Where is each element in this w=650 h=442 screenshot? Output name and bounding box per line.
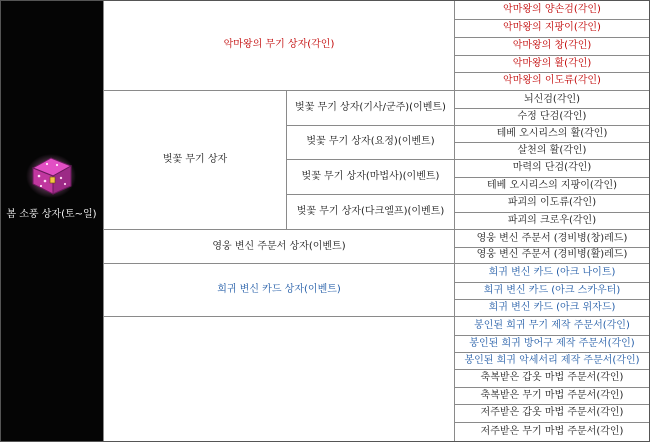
item-thebes-osiris-bow: 테베 오시리스의 활(각인): [496, 127, 608, 139]
item-demon-king-bow: 악마왕의 활(각인): [512, 57, 592, 69]
grid-line: [454, 72, 650, 73]
grid-line: [454, 299, 650, 300]
item-crystal-dagger: 수정 단검(각인): [517, 110, 587, 122]
group-label-rare-transform-card-box: 희귀 변신 카드 상자(이벤트): [217, 284, 341, 295]
grid-line: [454, 108, 650, 109]
subgroup-label-elf: 벚꽃 무기 상자(요정)(이벤트): [306, 136, 435, 147]
grid-line: [454, 177, 650, 178]
pink-treasure-chest-icon: [25, 150, 77, 198]
grid-line: [103, 263, 650, 264]
grid-line: [454, 142, 650, 143]
item-magic-dagger: 마력의 단검(각인): [512, 162, 592, 173]
grid-line: [454, 352, 650, 353]
item-salcheon-bow: 살천의 활(각인): [517, 144, 587, 156]
item-blessed-weapon-scroll: 축복받은 무기 마법 주문서(각인): [480, 389, 624, 401]
box-name: 봄 소풍 상자(토~일): [0, 208, 103, 222]
item-sealed-rare-weapon-craft-scroll: 봉인된 희귀 무기 제작 주문서(각인): [474, 320, 630, 331]
subgroup-label-wizard: 벚꽃 무기 상자(마법사)(이벤트): [301, 170, 440, 182]
grid-line: [103, 0, 104, 442]
item-thebes-osiris-staff: 테베 오시리스의 지팡이(각인): [486, 179, 618, 191]
grid-line: [454, 0, 455, 442]
grid-line: [454, 369, 650, 370]
item-destruction-dual-blades: 파괴의 이도류(각인): [507, 197, 597, 208]
grid-line: [454, 247, 650, 248]
grid-line: [103, 316, 650, 317]
item-demon-king-staff: 악마왕의 지팡이(각인): [503, 22, 601, 33]
group-label-cherry-blossom-weapon-box: 벚꽃 무기 상자: [162, 154, 228, 165]
item-card-arc-scouter: 희귀 변신 카드 (아크 스카우터): [483, 284, 621, 296]
grid-line: [454, 335, 650, 336]
item-card-arc-knight: 희귀 변신 카드 (아크 나이트): [488, 267, 616, 278]
subgroup-label-dark-elf: 벚꽃 무기 상자(다크엘프)(이벤트): [296, 205, 445, 217]
item-blessed-armor-scroll: 축복받은 갑옷 마법 주문서(각인): [480, 372, 624, 383]
item-hero-scroll-guard-spear: 영웅 변신 주문서 (경비병(창)레드): [476, 232, 628, 244]
item-demon-king-spear: 악마왕의 창(각인): [512, 40, 592, 51]
group-label-hero-transform-scroll-box: 영웅 변신 주문서 상자(이벤트): [212, 240, 346, 252]
item-cursed-armor-scroll: 저주받은 갑옷 마법 주문서(각인): [480, 407, 624, 418]
grid-line: [103, 90, 650, 91]
item-thunder-god-sword: 뇌신검(각인): [523, 93, 581, 105]
grid-line: [454, 404, 650, 405]
grid-line: [454, 37, 650, 38]
item-sealed-rare-armor-craft-scroll: 봉인된 희귀 방어구 제작 주문서(각인): [469, 337, 635, 349]
grid-line: [454, 212, 650, 213]
grid-line: [454, 422, 650, 423]
item-card-arc-wizard: 희귀 변신 카드 (아크 위자드): [488, 301, 616, 313]
item-demon-king-dual-blades: 악마왕의 이도류(각인): [503, 74, 601, 86]
grid-line: [454, 19, 650, 20]
subgroup-label-knight-lord: 벚꽃 무기 상자(기사/군주)(이벤트): [295, 102, 446, 113]
group-label-misc: [104, 317, 454, 441]
group-label-demon-king-weapon-box: 악마왕의 무기 상자(각인): [223, 39, 335, 50]
grid-line: [454, 282, 650, 283]
item-destruction-claw: 파괴의 크로우(각인): [507, 214, 597, 226]
grid-line: [454, 387, 650, 388]
grid-line: [286, 194, 650, 195]
item-cursed-weapon-scroll: 저주받은 무기 마법 주문서(각인): [480, 425, 624, 437]
grid-line: [286, 159, 650, 160]
grid-line: [286, 125, 650, 126]
grid-line: [103, 229, 650, 230]
item-demon-king-greatsword: 악마왕의 양손검(각인): [503, 4, 601, 15]
grid-line: [286, 90, 287, 230]
item-sealed-rare-accessory-craft-scroll: 봉인된 희귀 악세서리 제작 주문서(각인): [464, 354, 640, 366]
grid-line: [454, 55, 650, 56]
item-hero-scroll-guard-bow: 영웅 변신 주문서 (경비병(활)레드): [476, 249, 628, 260]
